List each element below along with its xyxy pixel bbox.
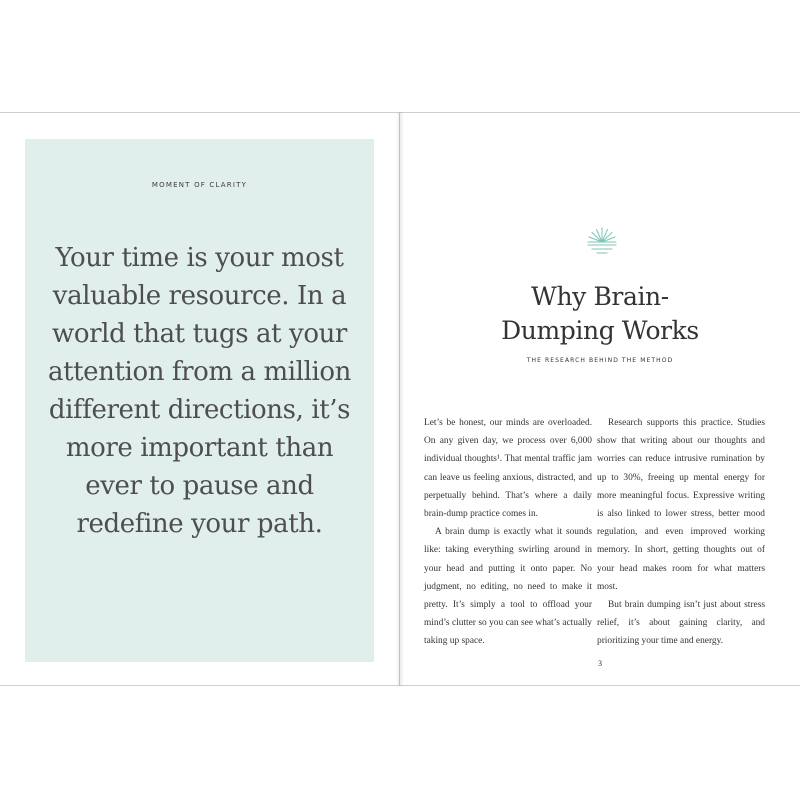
title-line-1: Why Brain- [531,282,669,311]
page-number: 3 [598,659,602,668]
spine-gutter [396,112,404,686]
section-kicker: MOMENT OF CLARITY [151,181,248,189]
body-column-2 [597,414,765,651]
sunrise-icon [585,224,619,258]
paragraph: But brain dumping isn’t just about stress relief, it’s about gaining clarity, and prioritizing your time and energy. [597,600,765,647]
chapter-title [400,280,800,348]
title-line-2: Dumping Works [501,316,699,345]
body-column-1 [424,414,592,651]
paragraph: Let’s be honest, our minds are overloaded. On any given day, we process over 6,000 individual thoughts¹. That mental traffic jam can leave us feeling anxious, distracted, and perpetually behind. That’s where a daily brain-dump practice comes in. [424,418,592,520]
paragraph: Research supports this practice. Studies show that writing about our thoughts and worries can reduce intrusive rumination by up to 30%, freeing up mental energy for more meaningful focus. Expressive writing is also linked to lower stress, better mood regulation, and even improved working memory. In short, getting thoughts out of your head makes room for what matters most. [597,418,765,592]
paragraph: A brain dump is exactly what it sounds like: taking everything swirling around in your head and putting it onto paper. No judgment, no editing, no need to make it pretty. It’s simply a tool to offload your mind’s clutter so you can see what’s actually taking up space. [424,527,592,647]
pull-quote: Your time is your most valuable resource. In a world that tugs at your attention from a million different directions, it’s more important than ever to pause and redefine your path. [47,243,352,539]
clarity-panel [25,139,374,662]
chapter-subtitle: THE RESEARCH BEHIND THE METHOD [526,357,674,364]
left-page [0,112,400,686]
